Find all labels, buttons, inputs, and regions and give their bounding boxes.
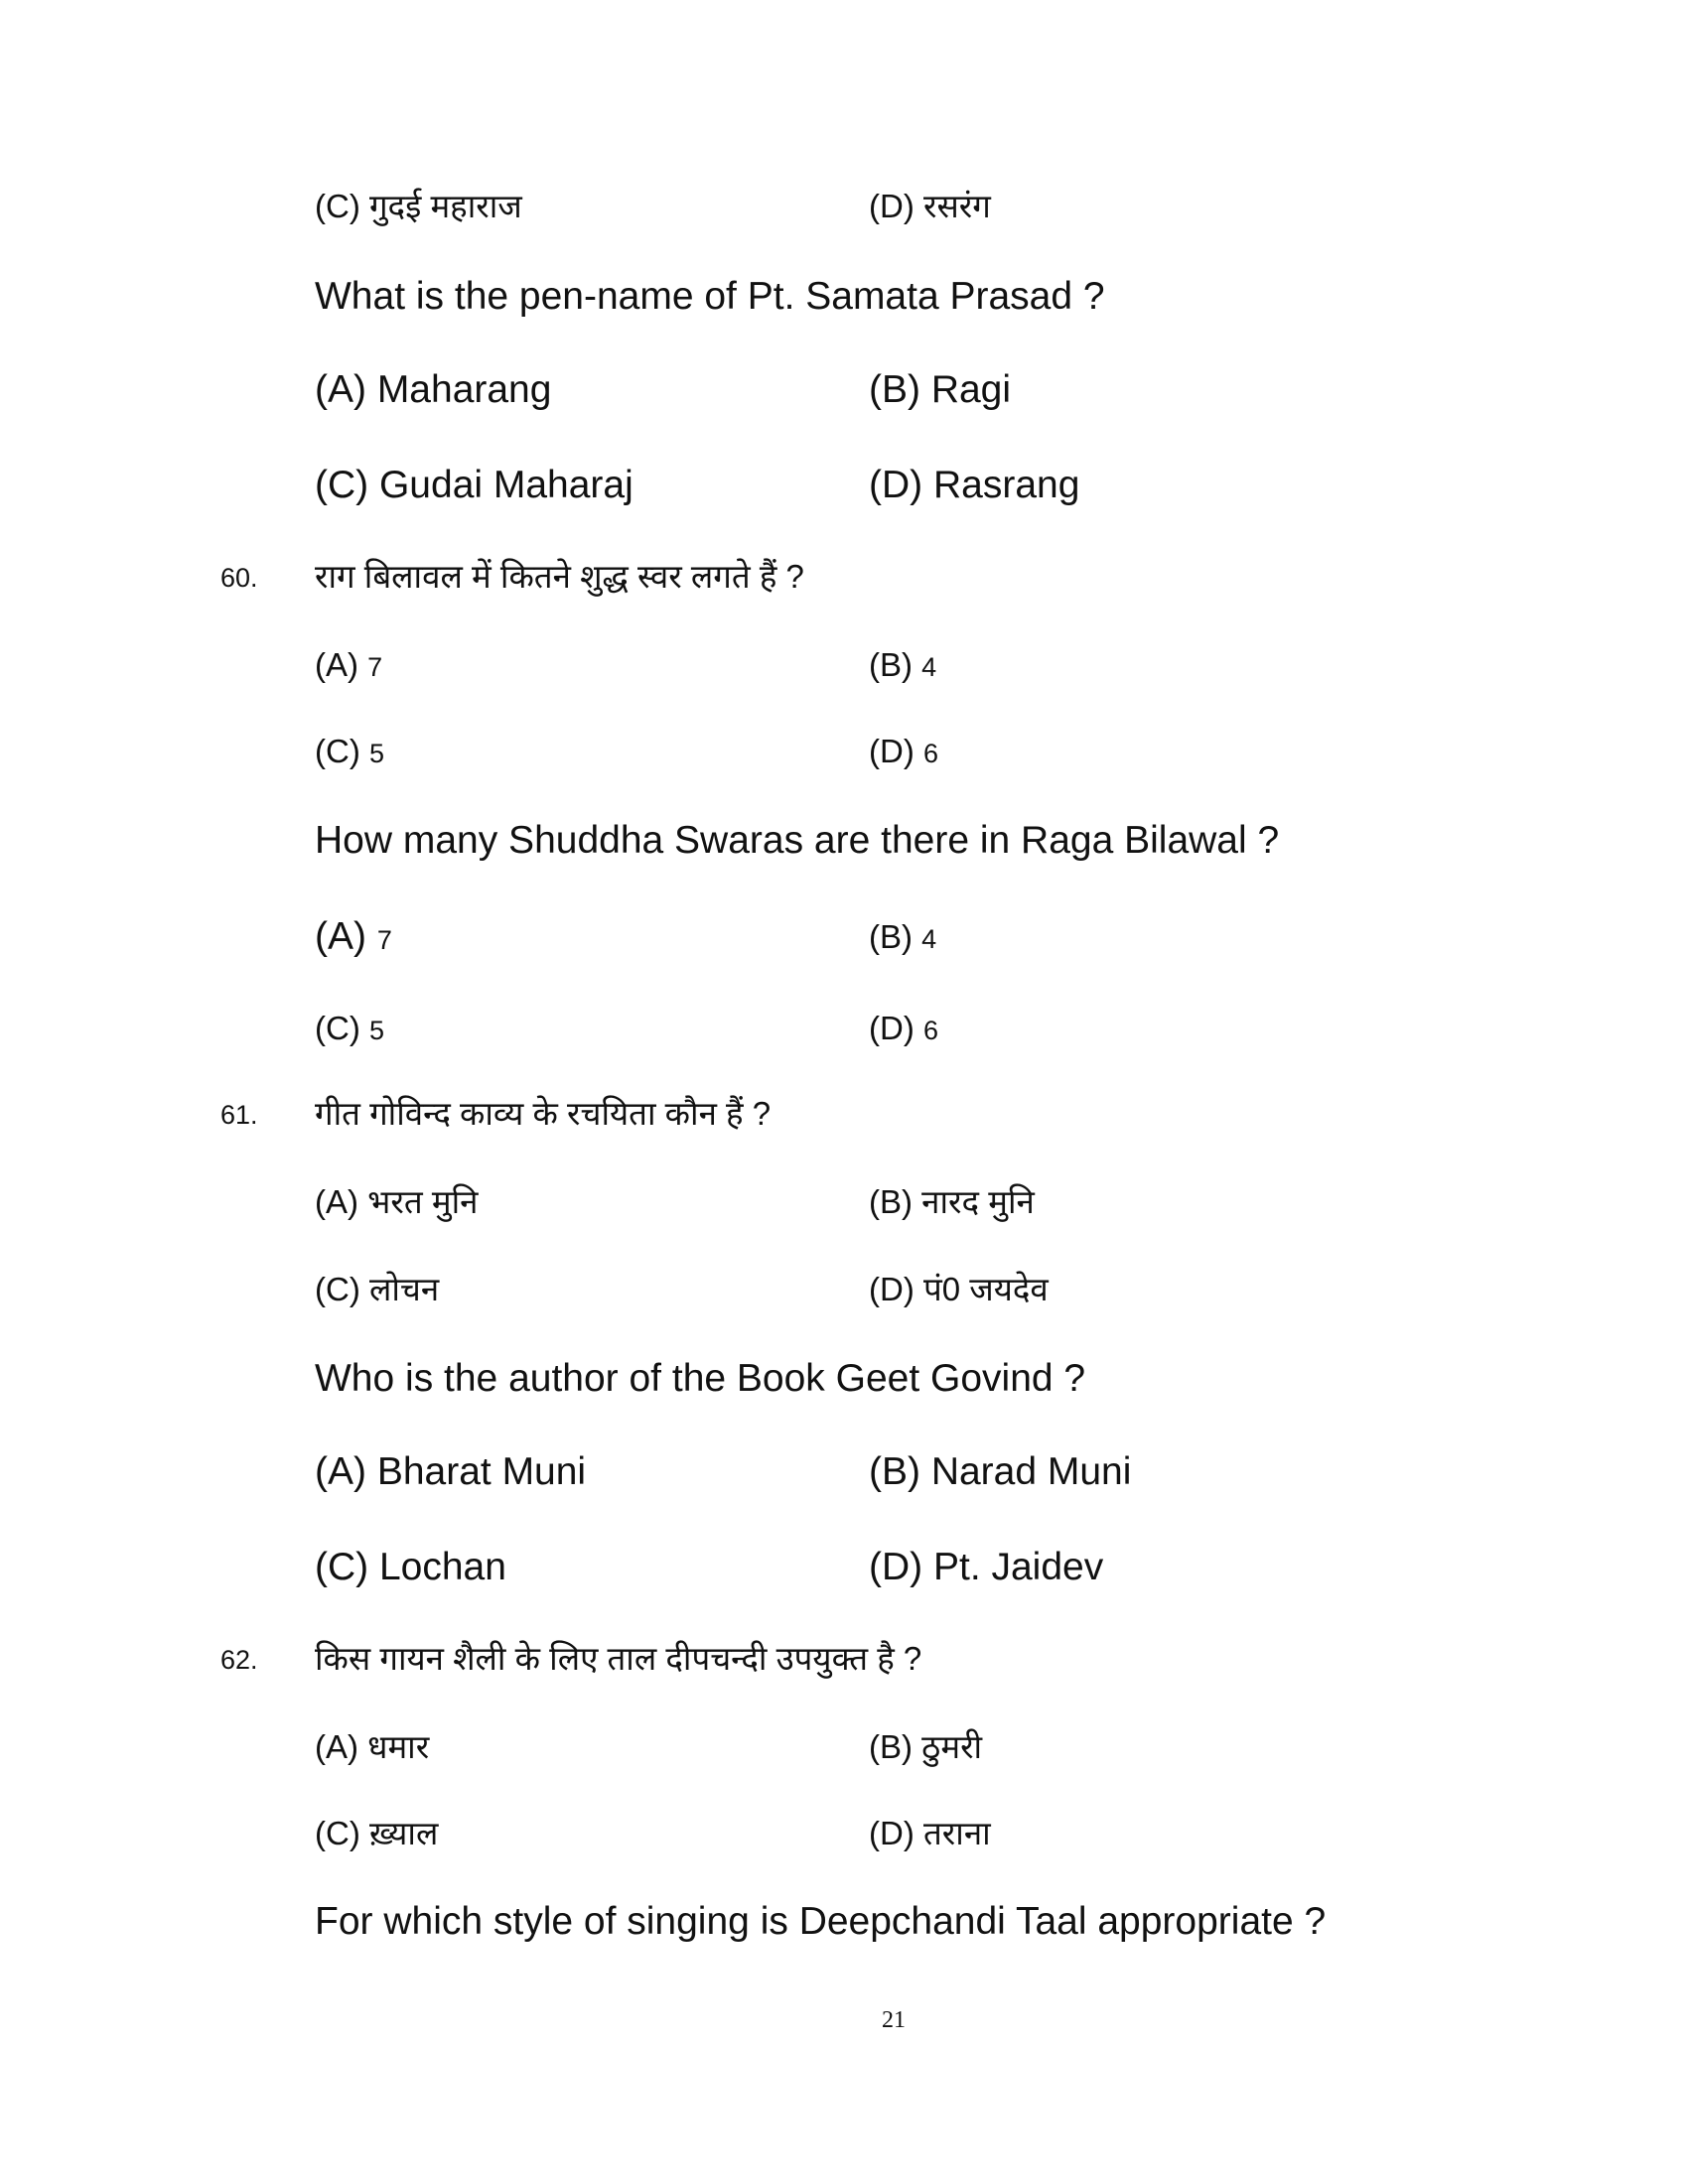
option-value: 5 bbox=[368, 739, 385, 768]
option-value: 4 bbox=[921, 924, 937, 954]
option-value: 5 bbox=[368, 1016, 385, 1045]
option-value: 7 bbox=[367, 652, 383, 682]
page-number: 21 bbox=[882, 2007, 906, 2033]
q60-english-option-a bbox=[315, 917, 392, 956]
q60-hindi-option-c bbox=[315, 735, 384, 767]
q61-hindi-option-b: (B) नारद मुनि bbox=[869, 1183, 1035, 1220]
q61-english-option-a: (A) Bharat Muni bbox=[315, 1450, 587, 1493]
q61-number: 61. bbox=[220, 1100, 258, 1130]
q60-number: 60. bbox=[220, 563, 258, 593]
option-value: 4 bbox=[921, 652, 937, 682]
q62-hindi-option-c: (C) ख़्याल bbox=[315, 1815, 439, 1851]
option-value: 6 bbox=[922, 739, 939, 768]
q59-hindi-option-d: (D) रसरंग bbox=[869, 188, 991, 224]
q61-hindi-question: गीत गोविन्द काव्य के रचयिता कौन हैं ? bbox=[315, 1095, 772, 1132]
option-value: 6 bbox=[922, 1016, 939, 1045]
q62-hindi-option-a: (A) धमार bbox=[315, 1728, 430, 1765]
q62-hindi-option-b: (B) ठुमरी bbox=[869, 1728, 983, 1765]
q60-hindi-option-a bbox=[315, 648, 382, 681]
q62-english-question: For which style of singing is Deepchandi Taal appropriate ? bbox=[315, 1900, 1327, 1943]
q60-english-question: How many Shuddha Swaras are there in Raga Bilawal ? bbox=[315, 819, 1280, 862]
option-label: (B) bbox=[869, 646, 913, 683]
q59-english-option-c: (C) Gudai Maharaj bbox=[315, 464, 633, 506]
q59-english-question: What is the pen-name of Pt. Samata Prasad ? bbox=[315, 275, 1105, 318]
q62-hindi-question: किस गायन शैली के लिए ताल दीपचन्दी उपयुक्त है ? bbox=[315, 1640, 922, 1677]
option-value: 7 bbox=[376, 925, 392, 955]
q61-hindi-option-d: (D) पं0 जयदेव bbox=[869, 1271, 1049, 1307]
option-label: (D) bbox=[869, 733, 914, 769]
option-label: (C) bbox=[315, 733, 360, 769]
q61-english-option-c: (C) Lochan bbox=[315, 1546, 506, 1588]
q62-number: 62. bbox=[220, 1645, 258, 1675]
q61-english-option-d: (D) Pt. Jaidev bbox=[869, 1546, 1104, 1588]
q59-english-option-a: (A) Maharang bbox=[315, 368, 552, 411]
q59-hindi-option-c: (C) गुदई महाराज bbox=[315, 188, 522, 224]
q60-hindi-option-b bbox=[869, 648, 936, 681]
option-label: (A) bbox=[315, 646, 358, 683]
q60-hindi-question: राग बिलावल में कितने शुद्ध स्वर लगते हैं ? bbox=[315, 558, 804, 595]
q61-english-option-b: (B) Narad Muni bbox=[869, 1450, 1132, 1493]
q61-hindi-option-c: (C) लोचन bbox=[315, 1271, 440, 1307]
option-label: (D) bbox=[869, 1010, 914, 1046]
q61-english-question: Who is the author of the Book Geet Govind ? bbox=[315, 1357, 1086, 1400]
q60-english-option-d bbox=[869, 1012, 938, 1044]
q60-hindi-option-d bbox=[869, 735, 938, 767]
q62-hindi-option-d: (D) तराना bbox=[869, 1815, 991, 1851]
q60-english-option-b bbox=[869, 920, 936, 953]
q59-english-option-d: (D) Rasrang bbox=[869, 464, 1080, 506]
option-label: (B) bbox=[869, 918, 913, 955]
q60-english-option-c bbox=[315, 1012, 384, 1044]
q61-hindi-option-a: (A) भरत मुनि bbox=[315, 1183, 479, 1220]
option-label: (A) bbox=[315, 915, 366, 958]
q59-english-option-b: (B) Ragi bbox=[869, 368, 1012, 411]
option-label: (C) bbox=[315, 1010, 360, 1046]
